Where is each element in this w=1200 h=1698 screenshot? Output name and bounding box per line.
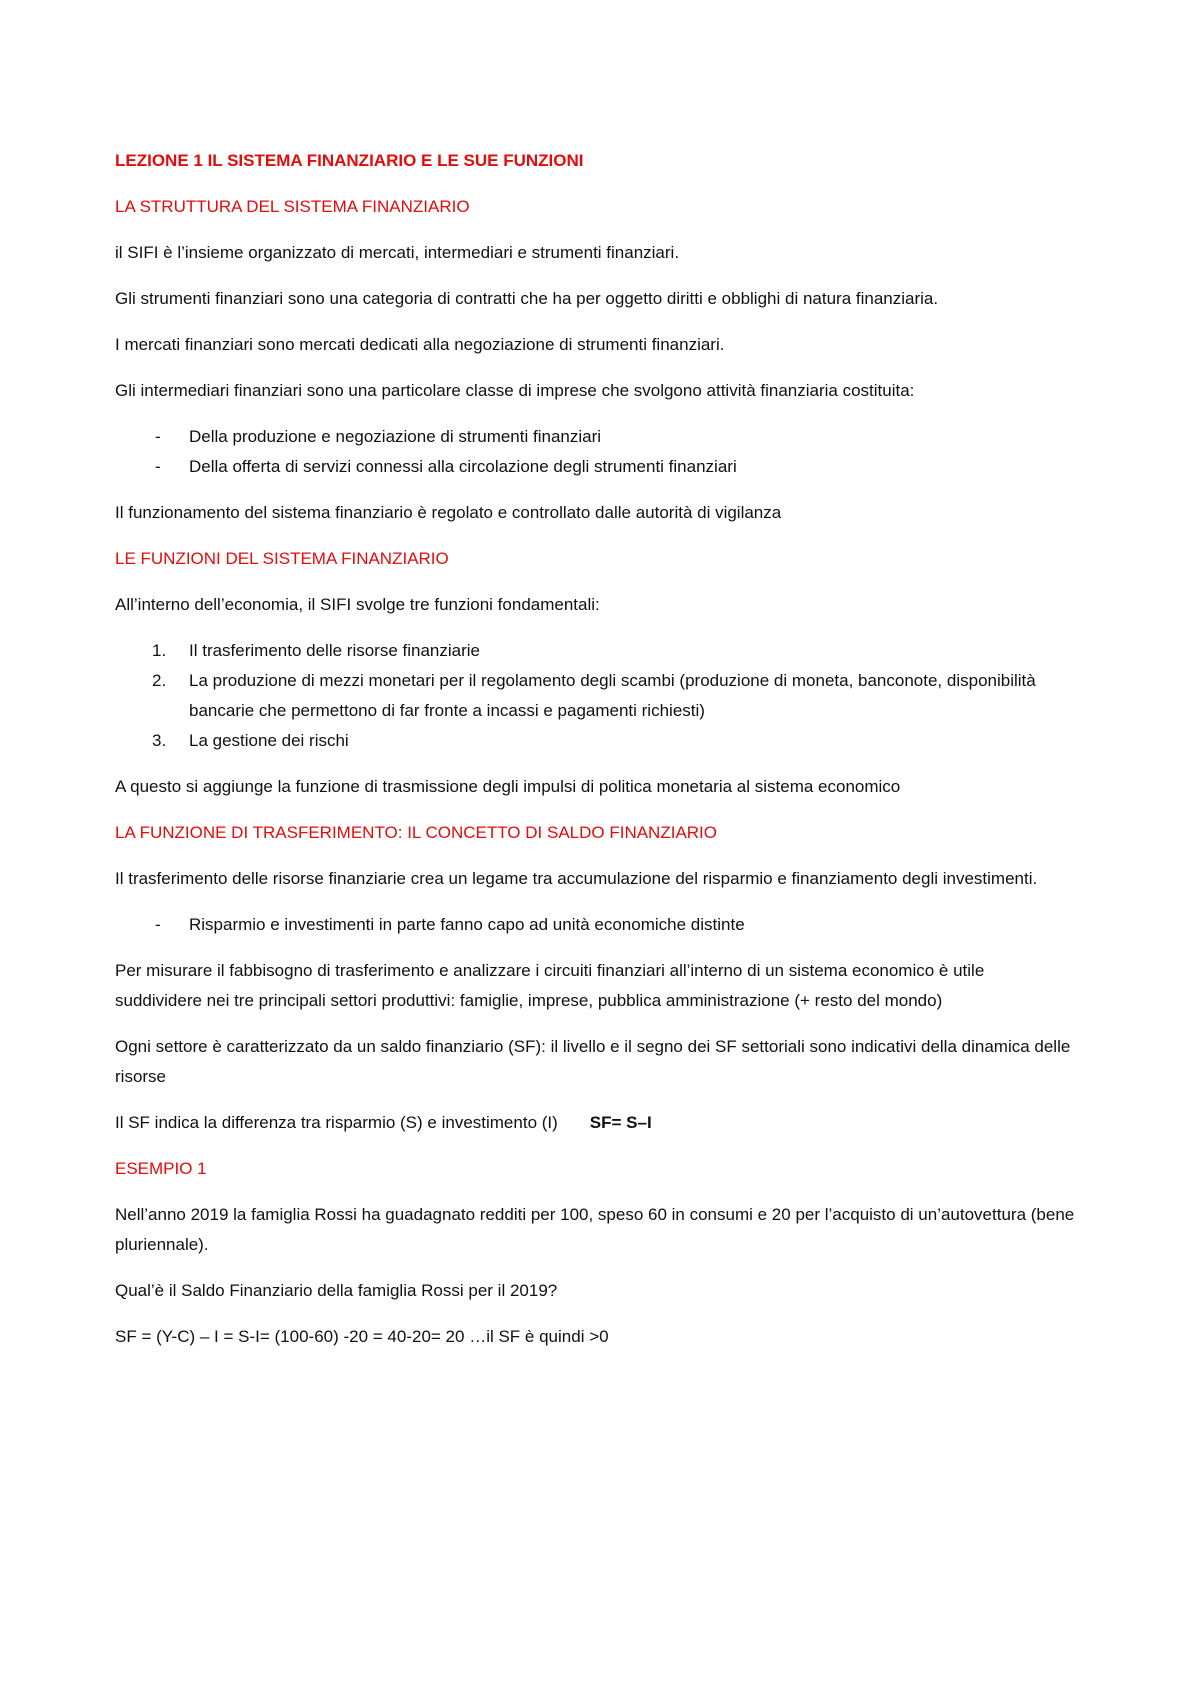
list-item-text: Della offerta di servizi connessi alla circolazione degli strumenti finanziari <box>189 457 737 476</box>
list-item <box>115 726 1075 756</box>
section-heading-struttura: LA STRUTTURA DEL SISTEMA FINANZIARIO <box>115 197 470 216</box>
list-item-text: Risparmio e investimenti in parte fanno capo ad unità economiche distinte <box>189 915 745 934</box>
section-heading-esempio: ESEMPIO 1 <box>115 1159 207 1178</box>
list-item-text: La gestione dei rischi <box>189 731 349 750</box>
paragraph: Nell’anno 2019 la famiglia Rossi ha guadagnato redditi per 100, speso 60 in consumi e 20 per l’acquisto di un’autovettura (bene pluriennale). <box>115 1205 1075 1254</box>
paragraph: All’interno dell’economia, il SIFI svolge tre funzioni fondamentali: <box>115 595 600 614</box>
list-item <box>115 910 1075 940</box>
section-heading-trasferimento: LA FUNZIONE DI TRASFERIMENTO: IL CONCETTO DI SALDO FINANZIARIO <box>115 823 718 842</box>
document-page <box>115 146 1075 1368</box>
paragraph-with-formula <box>115 1108 1075 1138</box>
dash-marker: - <box>155 915 161 934</box>
list-item <box>115 636 1075 666</box>
paragraph: Per misurare il fabbisogno di trasferimento e analizzare i circuiti finanziari all’interno di un sistema economico è utile suddividere nei tre principali settori produttivi: famiglie, imprese, pubblica amministrazione (+ resto del mondo) <box>115 961 985 1010</box>
section-heading-funzioni: LE FUNZIONI DEL SISTEMA FINANZIARIO <box>115 549 449 568</box>
bullet-list <box>115 422 1075 482</box>
paragraph: I mercati finanziari sono mercati dedicati alla negoziazione di strumenti finanziari. <box>115 335 725 354</box>
list-item <box>115 452 1075 482</box>
paragraph-text: Il SF indica la differenza tra risparmio (S) e investimento (I) <box>115 1113 558 1132</box>
list-number: 1. <box>152 641 167 660</box>
list-number: 3. <box>152 731 167 750</box>
formula: SF= S–I <box>589 1113 652 1132</box>
paragraph: Gli strumenti finanziari sono una categoria di contratti che ha per oggetto diritti e obblighi di natura finanziaria. <box>115 289 939 308</box>
list-item-text: La produzione di mezzi monetari per il regolamento degli scambi (produzione di moneta, banconote, disponibilità bancarie che permettono di far fronte a incassi e pagamenti richiesti) <box>189 671 1036 720</box>
numbered-list <box>115 636 1075 756</box>
paragraph: Il trasferimento delle risorse finanziarie crea un legame tra accumulazione del risparmio e finanziamento degli investimenti. <box>115 869 1038 888</box>
document-title: LEZIONE 1 IL SISTEMA FINANZIARIO E LE SUE FUNZIONI <box>115 151 584 170</box>
paragraph: Qual’è il Saldo Finanziario della famiglia Rossi per il 2019? <box>115 1281 558 1300</box>
list-item <box>115 422 1075 452</box>
dash-marker: - <box>155 427 161 446</box>
list-number: 2. <box>152 671 167 690</box>
paragraph: SF = (Y-C) – I = S-I= (100-60) -20 = 40-20= 20 …il SF è quindi >0 <box>115 1327 609 1346</box>
dash-marker: - <box>155 457 161 476</box>
list-item <box>115 666 1075 726</box>
paragraph: il SIFI è l’insieme organizzato di mercati, intermediari e strumenti finanziari. <box>115 243 680 262</box>
list-item-text: Della produzione e negoziazione di strumenti finanziari <box>189 427 602 446</box>
bullet-list <box>115 910 1075 940</box>
paragraph: A questo si aggiunge la funzione di trasmissione degli impulsi di politica monetaria al sistema economico <box>115 777 901 796</box>
list-item-text: Il trasferimento delle risorse finanziarie <box>189 641 481 660</box>
paragraph: Ogni settore è caratterizzato da un saldo finanziario (SF): il livello e il segno dei SF settoriali sono indicativi della dinamica delle risorse <box>115 1037 1071 1086</box>
paragraph: Il funzionamento del sistema finanziario è regolato e controllato dalle autorità di vigilanza <box>115 503 782 522</box>
paragraph: Gli intermediari finanziari sono una particolare classe di imprese che svolgono attività finanziaria costituita: <box>115 381 915 400</box>
